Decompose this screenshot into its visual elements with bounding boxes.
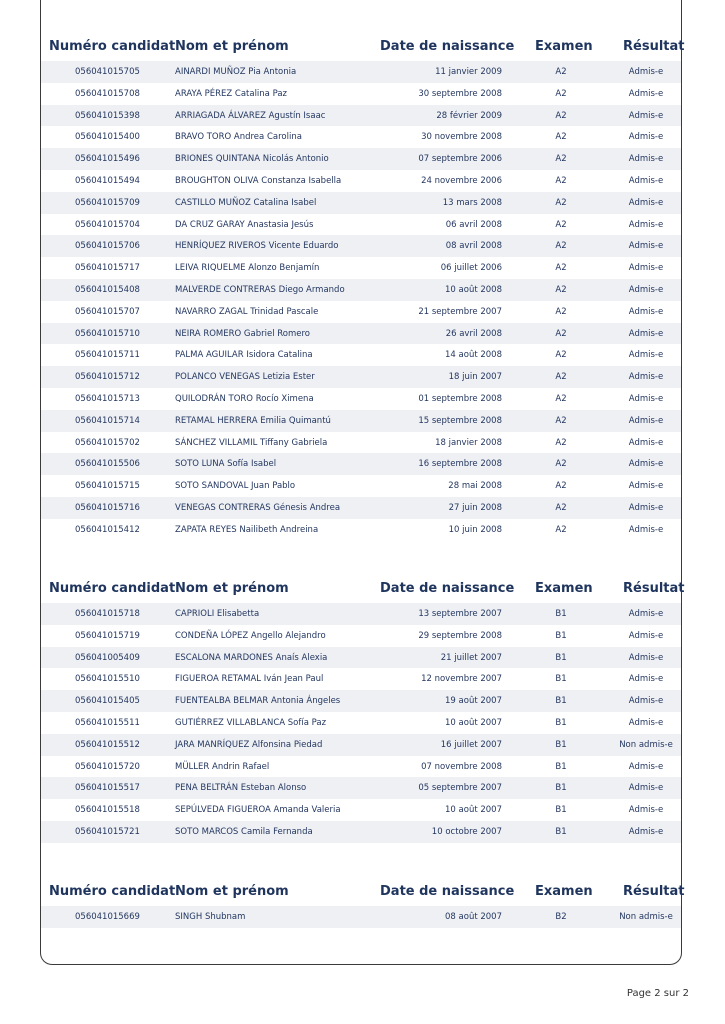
result: Admis-e bbox=[628, 372, 664, 383]
birth-date: 30 septembre 2008 bbox=[418, 88, 502, 99]
candidate-name: PENA BELTRÁN Esteban Alonso bbox=[175, 783, 307, 794]
table-header bbox=[41, 33, 685, 61]
candidate-number: 056041015405 bbox=[75, 696, 140, 707]
birth-date: 21 juillet 2007 bbox=[440, 652, 502, 663]
candidate-number: 056041015511 bbox=[75, 717, 140, 728]
table-row bbox=[41, 603, 681, 625]
result: Admis-e bbox=[628, 524, 664, 535]
table-row bbox=[41, 906, 681, 928]
table-row bbox=[41, 235, 681, 257]
table-row bbox=[41, 214, 681, 236]
candidate-name: CASTILLO MUÑOZ Catalina Isabel bbox=[175, 197, 317, 208]
candidate-name: ARRIAGADA ÁLVAREZ Agustín Isaac bbox=[175, 110, 326, 121]
exam-level: B2 bbox=[555, 912, 567, 922]
candidate-name: SEPÚLVEDA FIGUEROA Amanda Valeria bbox=[175, 805, 341, 816]
birth-date: 30 novembre 2008 bbox=[421, 132, 502, 143]
candidate-number: 056041015704 bbox=[75, 219, 140, 230]
exam-level: A2 bbox=[555, 263, 567, 274]
header-numero-candidat: Numéro candidat bbox=[49, 884, 176, 899]
header-numero-candidat: Numéro candidat bbox=[49, 581, 176, 596]
result: Admis-e bbox=[628, 826, 664, 837]
result: Non admis-e bbox=[619, 739, 673, 750]
result: Admis-e bbox=[628, 219, 664, 230]
exam-level: A2 bbox=[555, 175, 567, 186]
birth-date: 10 août 2007 bbox=[445, 717, 502, 728]
birth-date: 24 novembre 2006 bbox=[421, 175, 502, 186]
candidate-number: 056041015706 bbox=[75, 241, 140, 252]
header-examen: Examen bbox=[535, 884, 593, 899]
candidate-name: NEIRA ROMERO Gabriel Romero bbox=[175, 328, 310, 339]
exam-level: B1 bbox=[555, 652, 567, 663]
result: Admis-e bbox=[628, 197, 664, 208]
exam-level: A2 bbox=[555, 67, 567, 77]
candidate-number: 056041015719 bbox=[75, 630, 140, 641]
candidate-name: DA CRUZ GARAY Anastasia Jesús bbox=[175, 219, 314, 230]
result: Admis-e bbox=[628, 263, 664, 274]
exam-level: A2 bbox=[555, 110, 567, 121]
candidate-name: NAVARRO ZAGAL Trinidad Pascale bbox=[175, 306, 319, 317]
candidate-name: SOTO SANDOVAL Juan Pablo bbox=[175, 481, 296, 492]
table-row bbox=[41, 821, 681, 843]
birth-date: 18 juin 2007 bbox=[448, 372, 502, 383]
table-row bbox=[41, 301, 681, 323]
candidate-name: CONDEÑA LÓPEZ Angello Alejandro bbox=[175, 630, 326, 641]
birth-date: 18 janvier 2008 bbox=[435, 437, 502, 448]
exam-level: A2 bbox=[555, 88, 567, 99]
result: Admis-e bbox=[628, 717, 664, 728]
exam-level: B1 bbox=[555, 696, 567, 707]
candidate-number: 056041015506 bbox=[75, 459, 140, 470]
table-row bbox=[41, 410, 681, 432]
exam-level: B1 bbox=[555, 609, 567, 619]
header-nom-prenom: Nom et prénom bbox=[175, 884, 289, 899]
result: Admis-e bbox=[628, 154, 664, 165]
birth-date: 08 avril 2008 bbox=[445, 241, 502, 252]
candidate-number: 056041015518 bbox=[75, 805, 140, 816]
candidate-name: PALMA AGUILAR Isidora Catalina bbox=[175, 350, 313, 361]
exam-level: A2 bbox=[555, 481, 567, 492]
exam-level: A2 bbox=[555, 502, 567, 513]
table-row bbox=[41, 366, 681, 388]
exam-level: A2 bbox=[555, 328, 567, 339]
candidate-number: 056041015494 bbox=[75, 175, 140, 186]
candidate-number: 056041015708 bbox=[75, 88, 140, 99]
exam-level: B1 bbox=[555, 761, 567, 772]
table-row bbox=[41, 432, 681, 454]
exam-level: B1 bbox=[555, 739, 567, 750]
table-row bbox=[41, 344, 681, 366]
birth-date: 28 février 2009 bbox=[436, 110, 502, 121]
result: Admis-e bbox=[628, 481, 664, 492]
candidate-name: POLANCO VENEGAS Letizia Ester bbox=[175, 372, 315, 383]
birth-date: 13 septembre 2007 bbox=[418, 609, 502, 619]
candidate-name: GUTIÉRREZ VILLABLANCA Sofía Paz bbox=[175, 717, 327, 728]
exam-level: A2 bbox=[555, 524, 567, 535]
result: Admis-e bbox=[628, 306, 664, 317]
table-row bbox=[41, 126, 681, 148]
candidate-number: 056041015716 bbox=[75, 502, 140, 513]
exam-level: B1 bbox=[555, 717, 567, 728]
birth-date: 29 septembre 2008 bbox=[418, 630, 502, 641]
header-examen: Examen bbox=[535, 39, 593, 54]
candidate-name: SINGH Shubnam bbox=[175, 912, 246, 922]
header-date-naissance: Date de naissance bbox=[380, 581, 515, 596]
birth-date: 08 août 2007 bbox=[445, 912, 502, 922]
header-resultat: Résultat bbox=[623, 884, 685, 899]
table-row bbox=[41, 625, 681, 647]
exam-level: B1 bbox=[555, 805, 567, 816]
candidate-name: ZAPATA REYES Nailibeth Andreina bbox=[175, 524, 319, 535]
exam-level: A2 bbox=[555, 154, 567, 165]
table-row bbox=[41, 712, 681, 734]
table-row bbox=[41, 497, 681, 519]
birth-date: 12 novembre 2007 bbox=[421, 674, 502, 685]
candidate-name: BRIONES QUINTANA Nicolás Antonio bbox=[175, 154, 329, 165]
birth-date: 19 août 2007 bbox=[445, 696, 502, 707]
birth-date: 28 mai 2008 bbox=[448, 481, 502, 492]
candidate-number: 056041015669 bbox=[75, 912, 140, 922]
header-nom-prenom: Nom et prénom bbox=[175, 39, 289, 54]
birth-date: 10 juin 2008 bbox=[448, 524, 502, 535]
page-number: Page 2 sur 2 bbox=[626, 988, 689, 999]
result: Admis-e bbox=[628, 67, 664, 77]
birth-date: 01 septembre 2008 bbox=[418, 393, 502, 404]
table-header bbox=[41, 878, 685, 906]
result: Admis-e bbox=[628, 415, 664, 426]
candidate-name: ESCALONA MARDONES Anaís Alexia bbox=[175, 652, 328, 663]
table-row bbox=[41, 148, 681, 170]
birth-date: 11 janvier 2009 bbox=[435, 67, 502, 77]
candidate-number: 056041015710 bbox=[75, 328, 140, 339]
table-row bbox=[41, 690, 681, 712]
candidate-number: 056041015398 bbox=[75, 110, 140, 121]
exam-level: A2 bbox=[555, 132, 567, 143]
birth-date: 14 août 2008 bbox=[445, 350, 502, 361]
result: Admis-e bbox=[628, 175, 664, 186]
table-header bbox=[41, 575, 685, 603]
birth-date: 16 septembre 2008 bbox=[418, 459, 502, 470]
exam-level: A2 bbox=[555, 284, 567, 295]
exam-level: A2 bbox=[555, 197, 567, 208]
header-date-naissance: Date de naissance bbox=[380, 39, 515, 54]
birth-date: 27 juin 2008 bbox=[448, 502, 502, 513]
exam-level: A2 bbox=[555, 372, 567, 383]
table-row bbox=[41, 61, 681, 83]
candidate-name: MÜLLER Andrin Rafael bbox=[175, 761, 270, 772]
table-row bbox=[41, 756, 681, 778]
result: Admis-e bbox=[628, 437, 664, 448]
candidate-name: FUENTEALBA BELMAR Antonia Ángeles bbox=[175, 696, 341, 707]
result: Admis-e bbox=[628, 674, 664, 685]
table-row bbox=[41, 105, 681, 127]
exam-level: B1 bbox=[555, 783, 567, 794]
candidate-number: 056041015517 bbox=[75, 783, 140, 794]
exam-level: A2 bbox=[555, 241, 567, 252]
result: Admis-e bbox=[628, 284, 664, 295]
results-table bbox=[41, 878, 685, 928]
candidate-number: 056041015496 bbox=[75, 154, 140, 165]
table-row bbox=[41, 777, 681, 799]
candidate-number: 056041015718 bbox=[75, 609, 140, 619]
header-resultat: Résultat bbox=[623, 39, 685, 54]
results-table bbox=[41, 575, 685, 843]
header-date-naissance: Date de naissance bbox=[380, 884, 515, 899]
table-row bbox=[41, 668, 681, 690]
result: Admis-e bbox=[628, 783, 664, 794]
table-row bbox=[41, 453, 681, 475]
table-row bbox=[41, 323, 681, 345]
table-row bbox=[41, 799, 681, 821]
candidate-name: CAPRIOLI Elisabetta bbox=[175, 609, 260, 619]
candidate-number: 056041015705 bbox=[75, 67, 140, 77]
exam-level: A2 bbox=[555, 350, 567, 361]
exam-level: A2 bbox=[555, 437, 567, 448]
birth-date: 16 juillet 2007 bbox=[440, 739, 502, 750]
result: Admis-e bbox=[628, 132, 664, 143]
birth-date: 26 avril 2008 bbox=[445, 328, 502, 339]
birth-date: 06 avril 2008 bbox=[445, 219, 502, 230]
candidate-name: MALVERDE CONTRERAS Diego Armando bbox=[175, 284, 345, 295]
result: Admis-e bbox=[628, 609, 664, 619]
table-row bbox=[41, 647, 681, 669]
result: Admis-e bbox=[628, 350, 664, 361]
exam-level: A2 bbox=[555, 219, 567, 230]
birth-date: 21 septembre 2007 bbox=[418, 306, 502, 317]
candidate-name: ARAYA PÉREZ Catalina Paz bbox=[175, 88, 287, 99]
header-nom-prenom: Nom et prénom bbox=[175, 581, 289, 596]
candidate-number: 056041015709 bbox=[75, 197, 140, 208]
table-row bbox=[41, 734, 681, 756]
candidate-name: SÁNCHEZ VILLAMIL Tiffany Gabriela bbox=[175, 437, 328, 448]
candidate-number: 056041015702 bbox=[75, 437, 140, 448]
birth-date: 06 juillet 2006 bbox=[440, 263, 502, 274]
birth-date: 05 septembre 2007 bbox=[418, 783, 502, 794]
exam-level: B1 bbox=[555, 826, 567, 837]
candidate-name: VENEGAS CONTRERAS Génesis Andrea bbox=[175, 502, 341, 513]
table-row bbox=[41, 257, 681, 279]
result: Admis-e bbox=[628, 393, 664, 404]
result: Non admis-e bbox=[619, 912, 673, 922]
candidate-number: 056041015408 bbox=[75, 284, 140, 295]
candidate-number: 056041015512 bbox=[75, 739, 140, 750]
candidate-number: 056041015400 bbox=[75, 132, 140, 143]
result: Admis-e bbox=[628, 241, 664, 252]
result: Admis-e bbox=[628, 88, 664, 99]
candidate-number: 056041015412 bbox=[75, 524, 140, 535]
candidate-number: 056041015510 bbox=[75, 674, 140, 685]
exam-level: A2 bbox=[555, 393, 567, 404]
candidate-name: BROUGHTON OLIVA Constanza Isabella bbox=[175, 175, 342, 186]
results-table bbox=[41, 33, 685, 541]
header-examen: Examen bbox=[535, 581, 593, 596]
result: Admis-e bbox=[628, 761, 664, 772]
result: Admis-e bbox=[628, 630, 664, 641]
candidate-number: 056041015720 bbox=[75, 761, 140, 772]
candidate-name: FIGUEROA RETAMAL Iván Jean Paul bbox=[175, 674, 324, 685]
candidate-number: 056041015715 bbox=[75, 481, 140, 492]
candidate-name: AINARDI MUÑOZ Pia Antonia bbox=[175, 67, 297, 77]
result: Admis-e bbox=[628, 328, 664, 339]
exam-level: A2 bbox=[555, 459, 567, 470]
birth-date: 10 août 2008 bbox=[445, 284, 502, 295]
exam-level: A2 bbox=[555, 306, 567, 317]
result: Admis-e bbox=[628, 110, 664, 121]
candidate-number: 056041015717 bbox=[75, 263, 140, 274]
result: Admis-e bbox=[628, 502, 664, 513]
exam-level: A2 bbox=[555, 415, 567, 426]
table-row bbox=[41, 170, 681, 192]
candidate-name: BRAVO TORO Andrea Carolina bbox=[175, 132, 302, 143]
table-row bbox=[41, 475, 681, 497]
table-row bbox=[41, 388, 681, 410]
candidate-name: JARA MANRÍQUEZ Alfonsina Piedad bbox=[175, 739, 323, 750]
header-numero-candidat: Numéro candidat bbox=[49, 39, 176, 54]
candidate-number: 056041015713 bbox=[75, 393, 140, 404]
candidate-name: SOTO MARCOS Camila Fernanda bbox=[175, 826, 313, 837]
birth-date: 10 août 2007 bbox=[445, 805, 502, 816]
birth-date: 13 mars 2008 bbox=[442, 197, 502, 208]
table-row bbox=[41, 83, 681, 105]
candidate-number: 056041015712 bbox=[75, 372, 140, 383]
result: Admis-e bbox=[628, 805, 664, 816]
result: Admis-e bbox=[628, 459, 664, 470]
table-row bbox=[41, 192, 681, 214]
candidate-number: 056041015707 bbox=[75, 306, 140, 317]
table-row bbox=[41, 279, 681, 301]
candidate-name: QUILODRÁN TORO Rocío Ximena bbox=[175, 393, 314, 404]
candidate-number: 056041015721 bbox=[75, 826, 140, 837]
candidate-name: RETAMAL HERRERA Emilia Quimantú bbox=[175, 415, 331, 426]
birth-date: 07 novembre 2008 bbox=[421, 761, 502, 772]
candidate-number: 056041005409 bbox=[75, 652, 140, 663]
exam-level: B1 bbox=[555, 630, 567, 641]
birth-date: 10 octobre 2007 bbox=[431, 826, 502, 837]
result: Admis-e bbox=[628, 652, 664, 663]
candidate-name: HENRÍQUEZ RIVEROS Vicente Eduardo bbox=[175, 241, 339, 252]
candidate-number: 056041015711 bbox=[75, 350, 140, 361]
exam-level: B1 bbox=[555, 674, 567, 685]
header-resultat: Résultat bbox=[623, 581, 685, 596]
candidate-name: SOTO LUNA Sofía Isabel bbox=[175, 459, 277, 470]
birth-date: 07 septembre 2006 bbox=[418, 154, 502, 165]
candidate-number: 056041015714 bbox=[75, 415, 140, 426]
candidate-name: LEIVA RIQUELME Alonzo Benjamín bbox=[175, 263, 320, 274]
table-row bbox=[41, 519, 681, 541]
birth-date: 15 septembre 2008 bbox=[418, 415, 502, 426]
result: Admis-e bbox=[628, 696, 664, 707]
